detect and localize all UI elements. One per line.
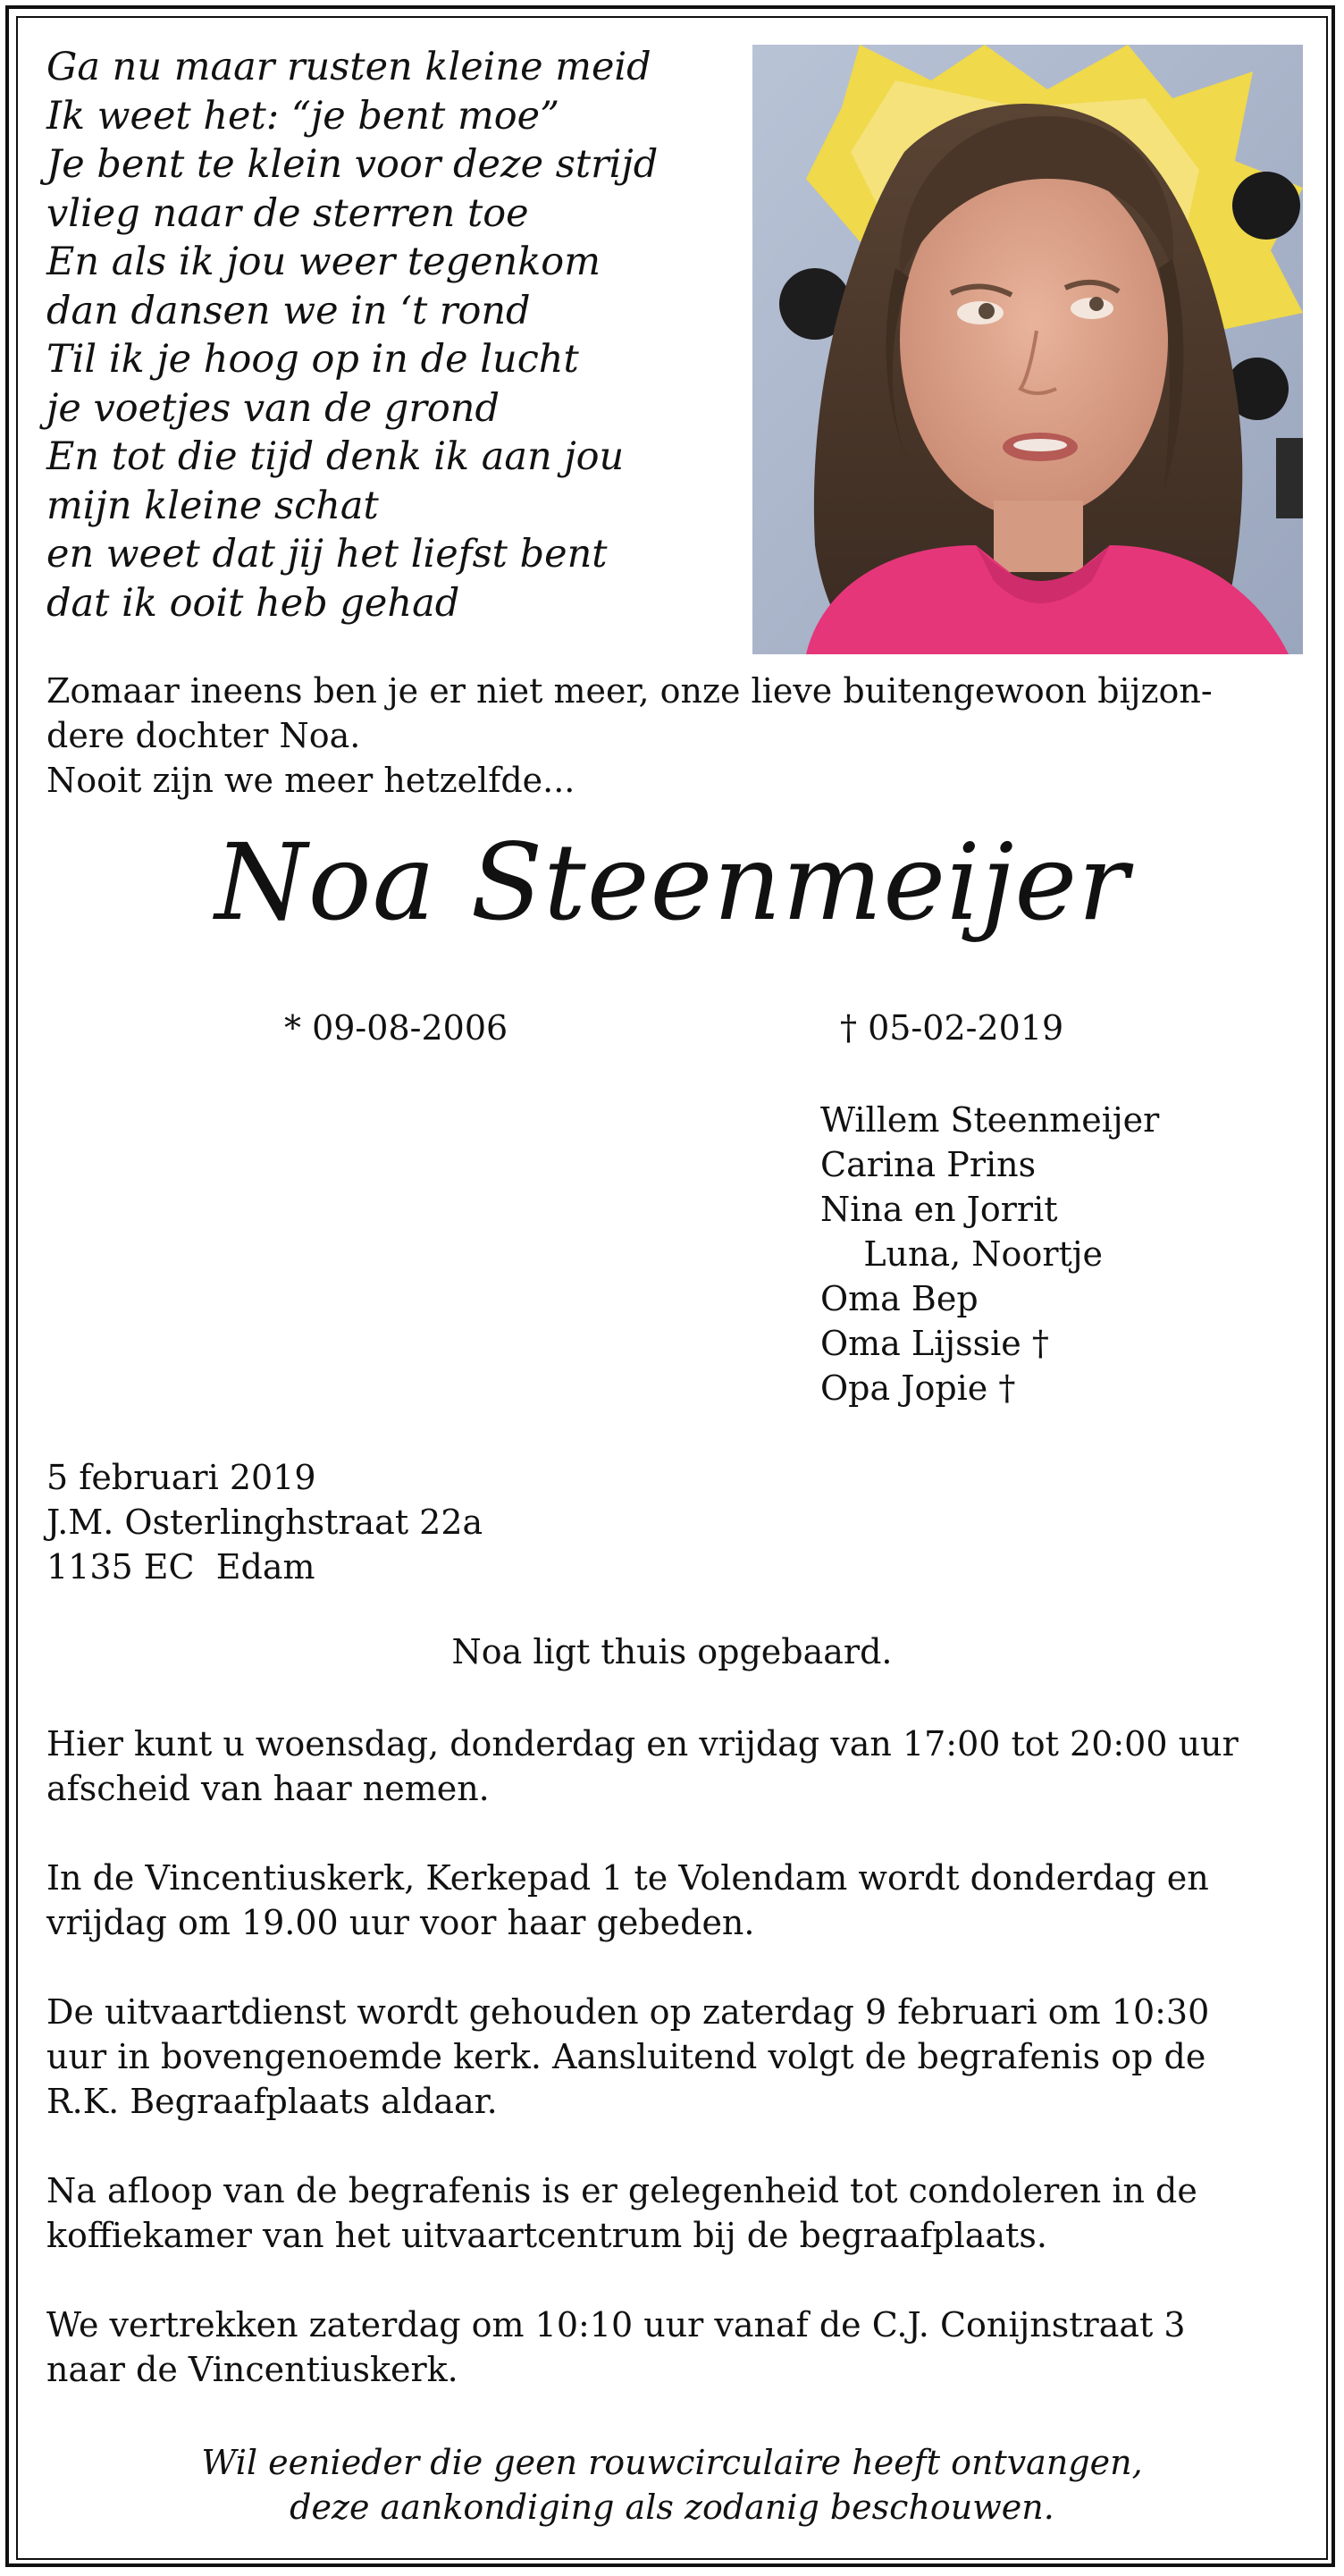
paragraph-line: We vertrekken zaterdag om 10:10 uur vanaf de C.J. Conijnstraat 3 bbox=[46, 2305, 1186, 2344]
family-list bbox=[820, 1098, 1159, 1410]
address-line: J.M. Osterlinghstraat 22a bbox=[46, 1503, 483, 1542]
paragraph-line: koffiekamer van het uitvaartcentrum bij de begraafplaats. bbox=[46, 2216, 1047, 2255]
paragraph-visitation bbox=[46, 1722, 1298, 1811]
poem-line: mijn kleine schat bbox=[46, 483, 379, 528]
paragraph-funeral bbox=[46, 1990, 1298, 2124]
family-member: Oma Lijssie † bbox=[820, 1324, 1049, 1363]
paragraph-prayer bbox=[46, 1856, 1298, 1945]
paragraph-line: Na afloop van de begrafenis is er gelegenheid tot condoleren in de bbox=[46, 2171, 1197, 2210]
poem-line: En als ik jou weer tegenkom bbox=[46, 240, 601, 284]
poem-line: en weet dat jij het liefst bent bbox=[46, 532, 608, 577]
paragraph-line: vrijdag om 19.00 uur voor haar gebeden. bbox=[46, 1903, 755, 1942]
poem-line: Je bent te klein voor deze strijd bbox=[46, 142, 659, 187]
intro-line: dere dochter Noa. bbox=[46, 716, 361, 755]
portrait-photo bbox=[752, 45, 1303, 654]
poem bbox=[46, 43, 726, 627]
address-line: 1135 EC Edam bbox=[46, 1547, 315, 1587]
closing-line: Wil eenieder die geen rouwcirculaire heeft ontvangen, bbox=[201, 2443, 1143, 2482]
paragraph-condolence bbox=[46, 2168, 1298, 2258]
family-member: Willem Steenmeijer bbox=[820, 1100, 1160, 1140]
family-member: Oma Bep bbox=[820, 1279, 979, 1318]
poem-line: En tot die tijd denk ik aan jou bbox=[46, 434, 625, 479]
poem-line: dat ik ooit heb gehad bbox=[46, 580, 460, 626]
poem-line: vlieg naar de sterren toe bbox=[46, 190, 529, 236]
paragraph-line: De uitvaartdienst wordt gehouden op zaterdag 9 februari om 10:30 bbox=[46, 1992, 1210, 2032]
paragraph-line: uur in bovengenoemde kerk. Aansluitend volgt de begrafenis op de bbox=[46, 2037, 1206, 2076]
family-member: Nina en Jorrit bbox=[820, 1190, 1058, 1229]
poem-line: Ik weet het: “je bent moe” bbox=[46, 93, 560, 139]
death-date: † 05-02-2019 bbox=[840, 1008, 1064, 1048]
intro-line: Nooit zijn we meer hetzelfde... bbox=[46, 761, 575, 800]
paragraph-line: naar de Vincentiuskerk. bbox=[46, 2350, 458, 2389]
paragraph-line: afscheid van haar nemen. bbox=[46, 1769, 490, 1808]
deceased-name: Noa Steenmeijer bbox=[214, 821, 1130, 944]
closing-note bbox=[0, 2440, 1344, 2530]
closing-line: deze aankondiging als zodanig beschouwen. bbox=[290, 2488, 1054, 2527]
paragraph-line: In de Vincentiuskerk, Kerkepad 1 te Volendam wordt donderdag en bbox=[46, 1858, 1209, 1898]
intro-line: Zomaar ineens ben je er niet meer, onze lieve buitengewoon bijzon- bbox=[46, 671, 1213, 711]
address-line: 5 februari 2019 bbox=[46, 1458, 316, 1497]
family-member: Carina Prins bbox=[820, 1145, 1037, 1184]
lying-in-state-note: Noa ligt thuis opgebaard. bbox=[451, 1632, 893, 1671]
family-member: Opa Jopie † bbox=[820, 1368, 1016, 1408]
poem-line: dan dansen we in ‘t rond bbox=[46, 288, 531, 333]
paragraph-line: Hier kunt u woensdag, donderdag en vrijdag van 17:00 tot 20:00 uur bbox=[46, 1724, 1239, 1764]
intro-text bbox=[46, 669, 1298, 803]
paragraph-departure bbox=[46, 2302, 1298, 2392]
paragraph-line: R.K. Begraafplaats aldaar. bbox=[46, 2082, 498, 2121]
birth-date: * 09-08-2006 bbox=[284, 1008, 508, 1048]
poem-line: Til ik je hoog op in de lucht bbox=[46, 337, 579, 382]
poem-line: Ga nu maar rusten kleine meid bbox=[46, 45, 651, 89]
family-member: Luna, Noortje bbox=[820, 1234, 1104, 1274]
poem-line: je voetjes van de grond bbox=[46, 385, 500, 431]
address-block bbox=[46, 1455, 483, 1589]
